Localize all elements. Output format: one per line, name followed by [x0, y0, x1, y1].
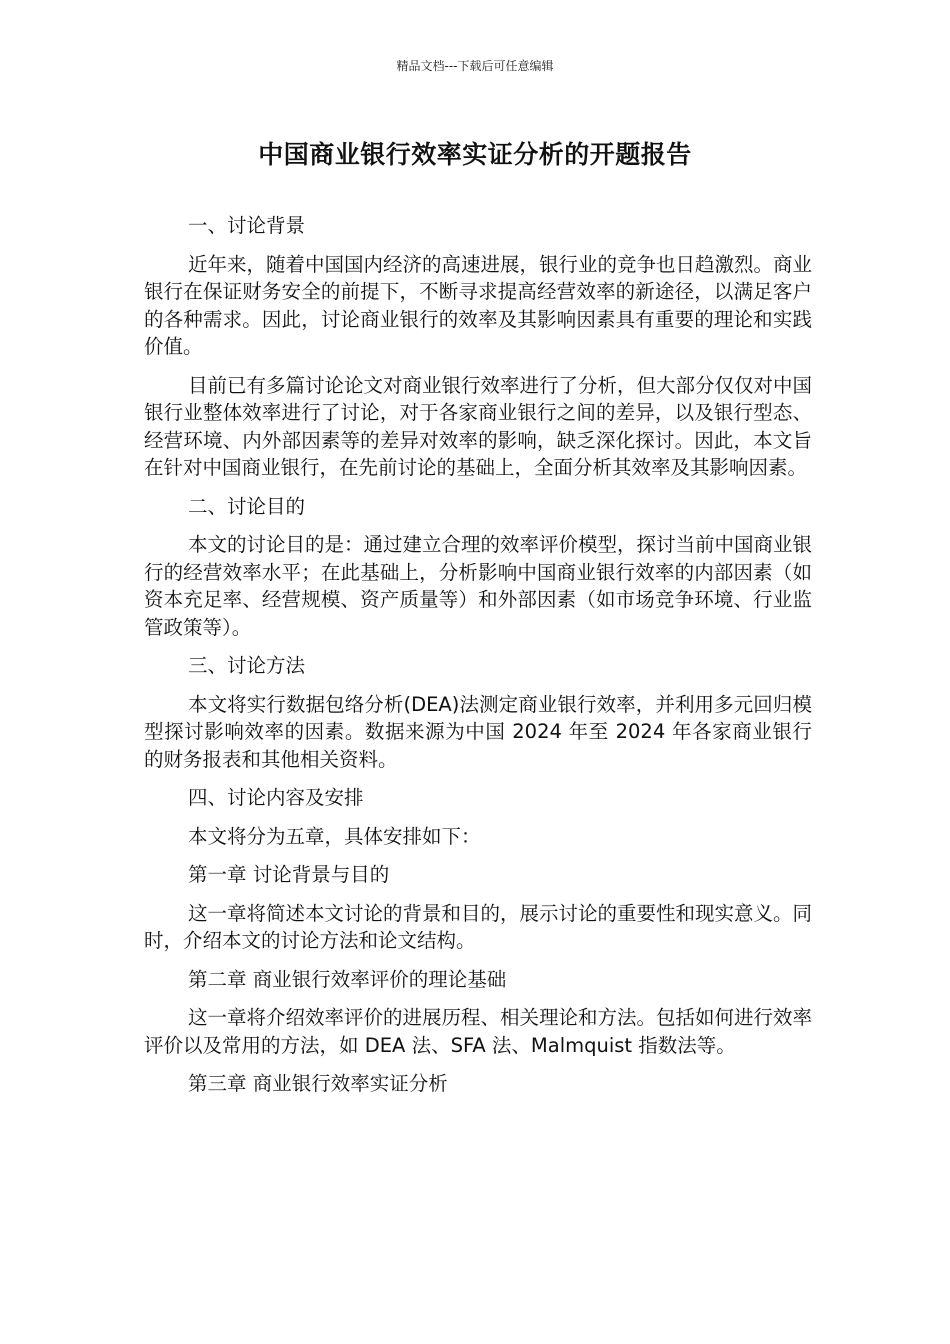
chapter-2-heading: 第二章 商业银行效率评价的理论基础	[188, 967, 507, 991]
paragraph-purpose: 本文的讨论目的是：通过建立合理的效率评价模型，探讨当前中国商业银行的经营效率水平；在此基础上，分析影响中国商业银行效率的内部因素（如资本充足率、经营规模、资产质量等）和外部因素（如市场竞争环境、行业监管政策等）。	[144, 533, 813, 639]
paragraph-background-2: 目前已有多篇讨论论文对商业银行效率进行了分析，但大部分仅仅对中国银行业整体效率进行了讨论，对于各家商业银行之间的差异，以及银行型态、经营环境、内外部因素等的差异对效率的影响，缺乏深化探讨。因此，本文旨在针对中国商业银行，在先前讨论的基础上，全面分析其效率及其影响因素。	[144, 373, 813, 479]
paragraph-content-intro: 本文将分为五章，具体安排如下：	[188, 824, 481, 848]
section-heading-purpose: 二、讨论目的	[188, 494, 306, 518]
section-heading-method: 三、讨论方法	[188, 654, 306, 677]
page-header-note: 精品文档---下载后可任意编辑	[396, 59, 554, 73]
chapter-1-heading: 第一章 讨论背景与目的	[188, 863, 390, 886]
paragraph-method: 本文将实行数据包络分析(DEA)法测定商业银行效率，并利用多元回归模型探讨影响效率的因素。数据来源为中国 2024 年至 2024 年各家商业银行的财务报表和其他相关资料。	[144, 692, 812, 771]
chapter-3-heading: 第三章 商业银行效率实证分析	[188, 1072, 448, 1095]
chapter-2-paragraph: 这一章将介绍效率评价的进展历程、相关理论和方法。包括如何进行效率评价以及常用的方法，如 DEA 法、SFA 法、Malmquist 指数法等。	[144, 1006, 813, 1057]
section-heading-background: 一、讨论背景	[188, 214, 306, 237]
section-heading-content: 四、讨论内容及安排	[188, 786, 364, 809]
document-title: 中国商业银行效率实证分析的开题报告	[258, 140, 692, 169]
chapter-1-paragraph: 这一章将简述本文讨论的背景和目的，展示讨论的重要性和现实意义。同时，介绍本文的讨论方法和论文结构。	[144, 901, 813, 952]
document-body	[144, 212, 812, 1109]
paragraph-background-1: 近年来，随着中国国内经济的高速进展，银行业的竞争也日趋激烈。商业银行在保证财务安全的前提下，不断寻求提高经营效率的新途径，以满足客户的各种需求。因此，讨论商业银行的效率及其影响因素具有重要的理论和实践价值。	[144, 252, 813, 358]
